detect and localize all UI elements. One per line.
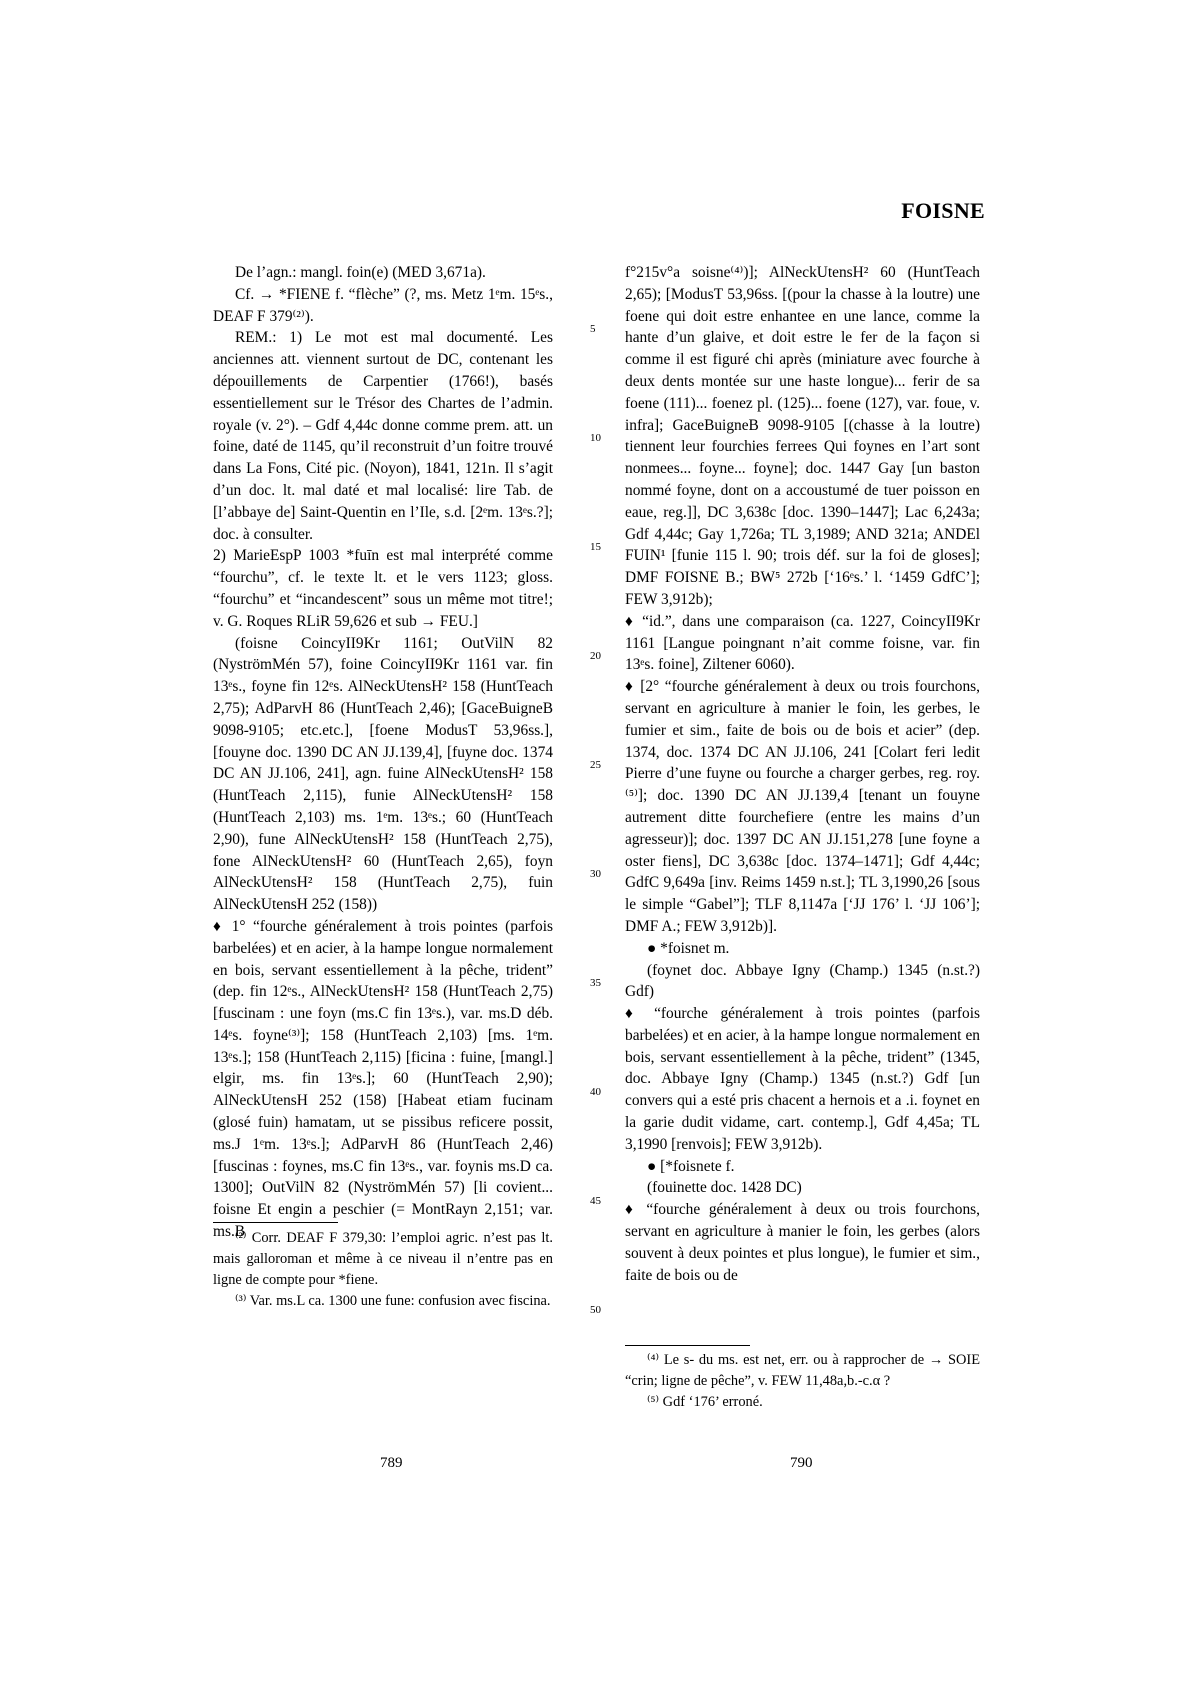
left-column <box>213 262 553 1243</box>
subentry-foisnete-forms: (fouinette doc. 1428 DC) <box>647 1179 802 1197</box>
footnote-5: ⁽⁵⁾ Gdf ‘176’ erroné. <box>647 1394 763 1410</box>
footnote-2: ⁽²⁾ Corr. DEAF F 379,30: l’emploi agric. n’est pas lt. mais galloroman et même à ce niveau il n’entre pas en ligne de compte pour *fiene. <box>213 1230 553 1288</box>
headword: FOISNE <box>901 198 985 223</box>
page-number-left: 789 <box>380 1455 403 1471</box>
line-number: 45 <box>590 1195 601 1207</box>
footnote-divider-right <box>625 1345 750 1346</box>
etymology-paragraph: De l’agn.: mangl. foin(e) (MED 3,671a). <box>235 264 486 281</box>
line-number: 10 <box>590 432 601 444</box>
footnote-3: ⁽³⁾ Var. ms.L ca. 1300 une fune: confusion avec fiscina. <box>235 1293 551 1309</box>
forms-paragraph: (foisne CoincyII9Kr 1161; OutVilN 82 (NyströmMén 57), foine CoincyII9Kr 1161 var. fin 13ᵉs., foyne fin 12ᵉs. AlNeckUtensH² 158 (HuntTeach 2,75); AdParvH 86 (HuntTeach 2,46); [GaceBuigneB 9098-9105; etc.etc.], [foene ModusT 53,96ss.], [fouyne doc. 1390 DC AN JJ.139,4], [fuyne doc. 1374 DC AN JJ.106, 241], agn. fuine AlNeckUtensH² 158 (HuntTeach 2,115), funie AlNeckUtensH² 158 (HuntTeach 2,103) ms. 1ᵉm. 13ᵉs.; 60 (HuntTeach 2,90), fune AlNeckUtensH² 158 (HuntTeach 2,75), fone AlNeckUtensH² 60 (HuntTeach 2,65), foyn AlNeckUtensH² 158 (HuntTeach 2,75), fuin AlNeckUtensH 252 (158)) <box>213 634 553 914</box>
subentry-foisnet-heading: ● *foisnet m. <box>647 939 730 957</box>
subentry-foisnete-sense: ♦ “fourche généralement à deux ou trois fourchons, servant en agriculture à manier le foin, les gerbes (alors souvent à deux pointes et plus longue), le fumier et sim., faite de bois ou de <box>625 1201 980 1284</box>
line-number: 5 <box>590 323 596 335</box>
footnote-4: ⁽⁴⁾ Le s- du ms. est net, err. ou à rapprocher de → SOIE “crin; ligne de pêche”, v. FEW 11,48a,b.-c.α ? <box>625 1352 980 1389</box>
footnotes-right <box>625 1350 980 1413</box>
cross-reference-paragraph: Cf. → *FIENE f. “flèche” (?, ms. Metz 1ᵉm. 15ᵉs., DEAF F 379⁽²⁾). <box>213 285 553 325</box>
subentry-foisnet-forms: (foynet doc. Abbaye Igny (Champ.) 1345 (n.st.?) Gdf) <box>625 961 980 1001</box>
remark-paragraph-1: REM.: 1) Le mot est mal documenté. Les anciennes att. viennent surtout de DC, contenant les dépouillements de Carpentier (1766!), basés essentiellement sur le Trésor des Chartes de l’admin. royale (v. 2°). – Gdf 4,44c donne comme prem. att. un foine, daté de 1145, qu’il reconstruit d’un foitre trouvé dans La Fons, Cité pic. (Noyon), 1841, 121n. Il s’agit d’un doc. lt. mal daté et mal localisé: lire Tab. de [l’abbaye de] Saint-Quentin en l’Ile, s.d. [2ᵉm. 13ᵉs.?]; doc. à consulter. <box>213 329 553 543</box>
line-number: 50 <box>590 1304 601 1316</box>
line-number: 40 <box>590 1086 601 1098</box>
comparison-paragraph: ♦ “id.”, dans une comparaison (ca. 1227, CoincyII9Kr 1161 [Langue poingnant n’ait comme foisne, var. fin 13ᵉs. foine], Ziltener 6060). <box>625 612 980 674</box>
sense-1-continuation: f°215v°a soisne⁽⁴⁾)]; AlNeckUtensH² 60 (HuntTeach 2,65); [ModusT 53,96ss. [(pour la chasse à la loutre) une foene qui doit estre enhantee en une lance, comme la hante d’un glaive, et doit estre le fer de la façon si comme il est figuré chi après (miniature avec fourche à deux dents montée sur une haste longue)... ferir de sa foene (111)... foenez pl. (125)... foene (127), var. foue, v. infra]; GaceBuigneB 9098-9105 [(chasse à la loutre) tiennent leur fourchies ferrees Qui foynes en l’art sont nonmees... foyne... foyne]; doc. 1447 Gay [un baston nommé foyne, dont on a accoustumé de tuer poisson en eaue, reg.]], DC 3,638c [doc. 1390–1447]; Lac 6,243a; Gdf 4,44c; Gay 1,726a; TL 3,1989; AND 321a; ANDEl FUIN¹ [funie 115 l. 90; trois déf. sur la foi de gloses]; DMF FOISNE B.; BW⁵ 272b [‘16ᵉs.’ l. ‘1459 GdfC’]; FEW 3,912b); <box>625 264 980 608</box>
sense-1-paragraph: ♦ 1° “fourche généralement à trois pointes (parfois barbelées) et en acier, à la hampe longue normalement en bois, servant essentiellement à la pêche, trident” (dep. fin 12ᵉs., AlNeckUtensH² 158 (HuntTeach 2,75) [fuscinam : une foyn (ms.C fin 13ᵉs.), var. ms.D déb. 14ᵉs. foyne⁽³⁾]; 158 (HuntTeach 2,103) [ms. 1ᵉm. 13ᵉs.]; 158 (HuntTeach 2,115) [ficina : fuine, [mangl.] elgir, ms. fin 13ᵉs.]; 60 (HuntTeach 2,90); AlNeckUtensH 252 (158) [Habeat etiam fucinam (glosé fuin) hamatam, ut se pissibus reficere possit, ms.J 1ᵉm. 13ᵉs.]; AdParvH 86 (HuntTeach 2,46) [fuscinas : foynes, ms.C fin 13ᵉs., var. foynis ms.D ca. 1300]; OutVilN 82 (NyströmMén 57) [li covient... foisne Et engin a peschier (= MontRayn 2,151; var. ms.B <box>213 917 553 1241</box>
page-number-right: 790 <box>790 1455 813 1471</box>
line-number: 20 <box>590 650 601 662</box>
sense-2-paragraph: ♦ [2° “fourche généralement à deux ou trois fourchons, servant en agriculture à manier le foin, les gerbes, le fumier et sim., faite de bois ou de bois et acier” (dep. 1374, doc. 1374 DC AN JJ.106, 241 [Colart feri ledit Pierre d’une fuyne ou fourche a charger gerbes, reg. roy.⁽⁵⁾]; doc. 1390 DC AN JJ.139,4 [tenant un fouyne autrement ditte fourchefiere (entre les mains d’un agresseur)]; doc. 1397 DC AN JJ.151,278 [une foyne a oster fiens], DC 3,638c [doc. 1374–1471]; Gdf 4,44c; GdfC 9,649a [inv. Reims 1459 n.st.]; TL 3,1990,26 [sous le simple “Gabel”]; TLF 8,1147a [‘JJ 176’ l. ‘JJ 106’]; DMF A.; FEW 3,912b)]. <box>625 678 980 935</box>
subentry-foisnet-sense: ♦ “fourche généralement à trois pointes (parfois barbelées) et en acier, à la hampe longue normalement en bois, servant essentiellement à la pêche, trident” (1345, doc. Abbaye Igny (Champ.) 1345 (n.st.?) Gdf [un convers qui a esté pris chacent a hernois et a .i. foynet en la garie dudit vidame, cart. contemp.], Gdf 4,45a; TL 3,1990 [renvois]; FEW 3,912b). <box>625 1005 980 1153</box>
line-number: 15 <box>590 541 601 553</box>
line-number: 30 <box>590 868 601 880</box>
footnotes-left <box>213 1228 553 1312</box>
line-number: 25 <box>590 759 601 771</box>
line-number: 35 <box>590 977 601 989</box>
subentry-foisnete-heading: ● [*foisnete f. <box>647 1157 735 1175</box>
footnote-divider-left <box>213 1222 338 1223</box>
remark-paragraph-2: 2) MarieEspP 1003 *fuīn est mal interprété comme “fourchu”, cf. le texte lt. et le vers 1123; gloss. “fourchu” et “incandescent” sous un même mot titre!; v. G. Roques RLiR 59,626 et sub → FEU.] <box>213 547 553 630</box>
right-column <box>625 262 980 1286</box>
